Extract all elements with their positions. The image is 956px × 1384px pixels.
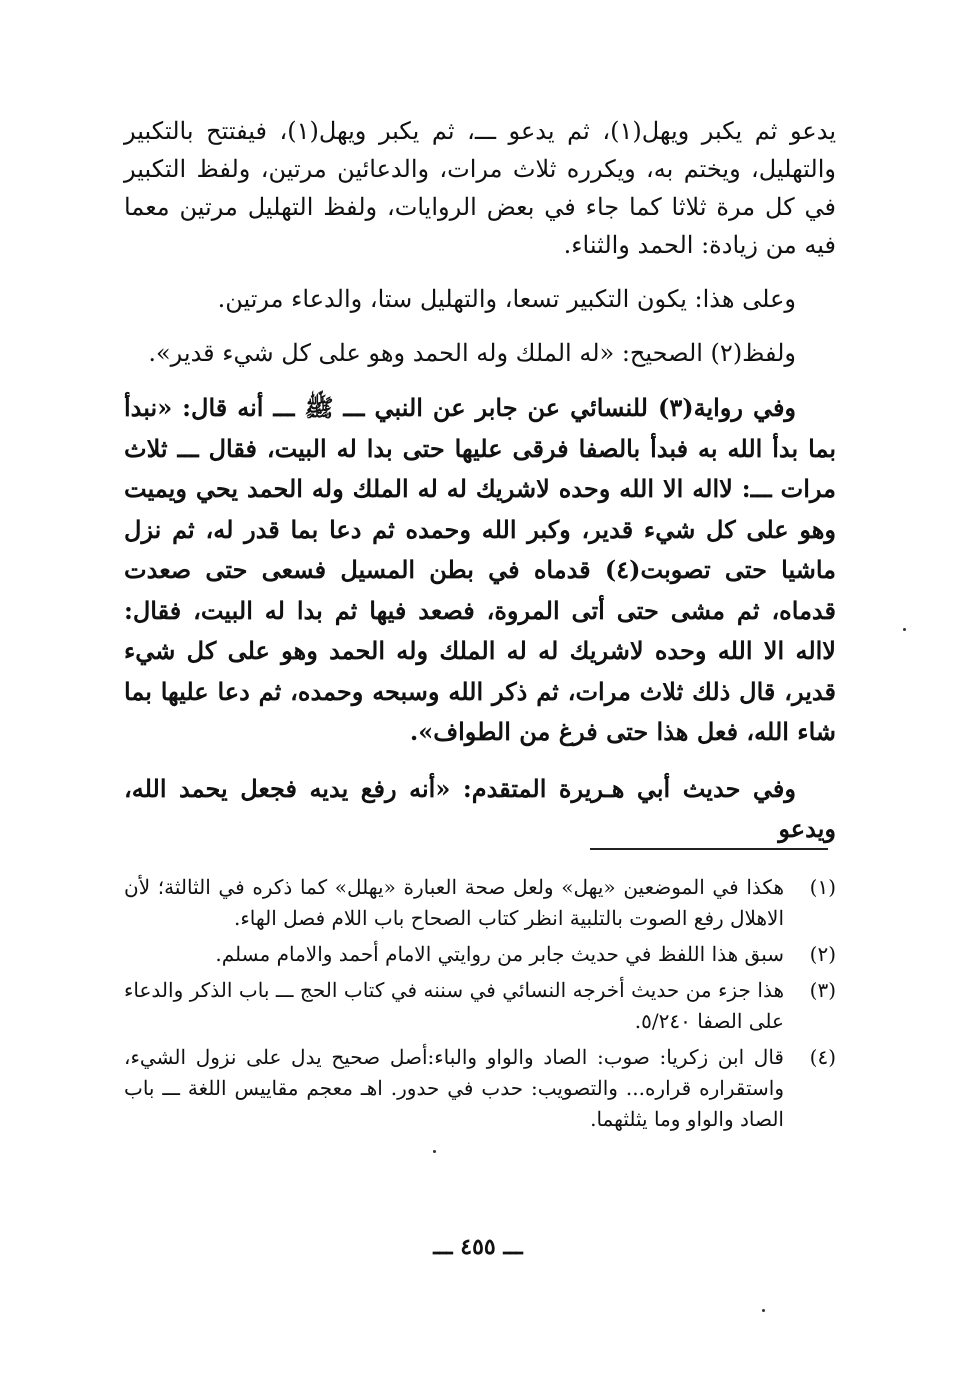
footnote-separator — [590, 848, 828, 850]
footnote-4 — [124, 1042, 836, 1135]
footnote-number: (١) — [809, 875, 836, 899]
footnote-text: هكذا في الموضعين «يهل» ولعل صحة العبارة «يهلل» كما ذكره في الثالثة؛ لأن الاهلال رفع الصوت بالتلبية انظر كتاب الصحاح باب اللام فصل الهاء. — [124, 875, 784, 930]
footnote-3 — [124, 975, 836, 1037]
footnote-text: سبق هذا اللفظ في حديث جابر من روايتي الامام أحمد والامام مسلم. — [215, 942, 784, 966]
footnote-1 — [124, 872, 836, 934]
scan-speck — [762, 1309, 765, 1312]
footnote-text: قال ابن زكريا: صوب: الصاد والواو والباء:أصل صحيح يدل على نزول الشيء، واستقراره قراره... والتصويب: حدب في حدور. اهـ معجم مقاييس اللغة ـــ باب الصاد والواو وما يثلثهما. — [124, 1045, 784, 1131]
paragraph-1: يدعو ثم يكبر ويهل(١)، ثم يدعو ـــ، ثم يكبر ويهل(١)، فيفتتح بالتكبير والتهليل، ويختم به، ويكرره ثلاث مرات، والدعائين مرتين، ولفظ التكبير في كل مرة ثلاثا كما جاء في بعض الروايات، ولفظ التهليل مرتين معما فيه من زيادة: الحمد والثناء. — [124, 117, 837, 259]
main-text — [124, 112, 836, 850]
footnote-text: هذا جزء من حديث أخرجه النسائي في سننه في كتاب الحج ـــ باب الذكر والدعاء على الصفا ٥/٢٤٠. — [124, 978, 784, 1033]
footnote-number: (٤) — [809, 1045, 836, 1069]
footnote-number: (٢) — [809, 942, 836, 966]
paragraph-2: وعلى هذا: يكون التكبير تسعا، والتهليل ستا، والدعاء مرتين. — [217, 285, 796, 313]
page-number: ـــ ٤٥٥ ـــ — [433, 1234, 523, 1260]
scan-speck — [433, 1150, 436, 1153]
footnote-number: (٣) — [809, 978, 836, 1002]
paragraph-3: ولفظ(٢) الصحيح: «له الملك وله الحمد وهو على كل شيء قدير». — [148, 339, 796, 367]
footnotes — [124, 872, 836, 1140]
footnote-2 — [124, 939, 836, 970]
paragraph-5: وفي حديث أبي هـريرة المتقدم: «أنه رفع يديه فجعل يحمد الله، ويدعو — [124, 773, 836, 843]
scan-speck — [903, 628, 906, 631]
paragraph-4: وفي رواية(٣) للنسائي عن جابر عن النبي ـــ ﷺ ـــ أنه قال: «نبدأ بما بدأ الله به فبدأ بالصفا فرقى عليها حتى بدا له البيت، فقال ـــ ثلاث مرات ـــ: لااله الا الله وحده لاشريك له له الملك وله الحمد يحي ويميت وهو على كل شيء قدير، وكبر الله وحمده ثم دعا بما قدر له، ثم نزل ماشيا حتى تصوبت(٤) قدماه في بطن المسيل فسعى حتى صعدت قدماه، ثم مشى حتى أتى المروة، فصعد فيها ثم بدا له البيت، فقال: لااله الا الله وحده لاشريك له له الملك وله الحمد وهو على كل شيء قدير، قال ذلك ثلاث مرات، ثم ذكر الله وسبحه وحمده، ثم دعا عليها بما شاء الله، فعل هذا حتى فرغ من الطواف». — [124, 393, 836, 746]
